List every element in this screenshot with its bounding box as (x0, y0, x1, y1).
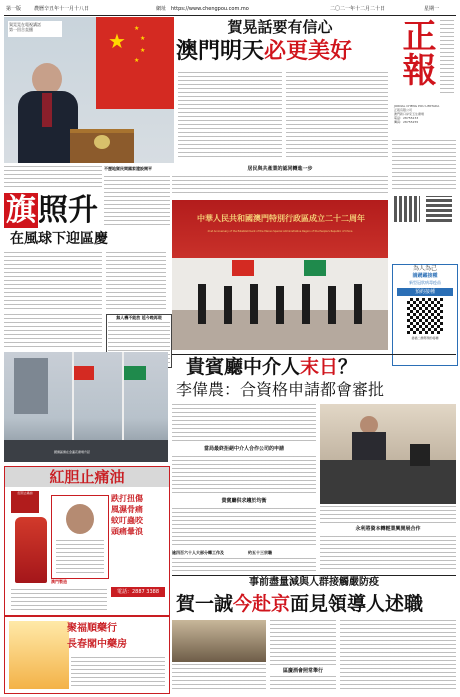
pharmacy-name-1: 聚福順藥行 (67, 623, 117, 634)
masthead (392, 18, 456, 138)
vaccine-line2: 請踴躍接種 (412, 273, 438, 279)
vaccine-scan-text: 掃描二維碼預約接種 (411, 336, 439, 340)
press-caption-text (320, 506, 456, 524)
gamble-box2: 貴賓廳供求趨於均衡 (221, 498, 267, 504)
med-shop-line: 澳門製造 (51, 579, 67, 584)
flag-star-icon: ★ (134, 57, 140, 64)
top-headline-b: 必更美好 (264, 39, 353, 64)
website[interactable]: https://www.chengpou.com.mo (171, 6, 249, 12)
qr-strip (392, 194, 456, 224)
medicine-ad (4, 466, 170, 616)
flag-headline-a: 旗 (6, 193, 36, 228)
left-intro-text (4, 166, 102, 190)
flag-text-c (4, 314, 102, 350)
official-figure (198, 284, 206, 324)
masthead-fax: 傳真：28755255 (394, 120, 419, 124)
vaccine-line3: 新型冠狀病毒疫苗 (409, 280, 441, 285)
gamble-headline-b: 末日 (300, 356, 339, 378)
header-strip (6, 4, 456, 14)
camera-icon (410, 444, 430, 466)
page-label: 第一版 (6, 6, 22, 12)
flag-text-b (106, 252, 166, 312)
gamble-right-text (320, 536, 456, 572)
bottom-photo (172, 620, 266, 662)
flag-raising-photo (4, 352, 168, 462)
official-figure (250, 284, 258, 324)
med-bottle-small: 紅胆止痛油 (11, 491, 39, 513)
gamble-headline (186, 356, 456, 378)
gamble-subhead: 李偉農：合資格申請都會審批 (176, 380, 385, 399)
flag-star-icon: ★ (108, 29, 126, 53)
pharmacy-name-2: 長春閣中藥房 (67, 639, 127, 650)
masthead-org: 正報有限公司 (394, 108, 413, 112)
masthead-info-block (392, 140, 456, 190)
flag-star-icon: ★ (134, 25, 140, 32)
press-photo (320, 404, 456, 504)
bottom-text-a (172, 664, 266, 692)
top-story-text-a (178, 72, 282, 160)
bottom-headline-b: 今赴京 (233, 593, 291, 615)
qr-code-icon[interactable] (426, 196, 452, 222)
official-figure (354, 284, 362, 324)
top-headline (176, 38, 388, 66)
gamble-text-d (172, 558, 316, 572)
gamble-headline-c: ？ (338, 356, 358, 378)
official-figure (302, 284, 310, 324)
flag-photo-caption: 國旗區旗在金蓮花廣場升起 (54, 450, 91, 454)
bottom-text-c (270, 676, 336, 692)
masthead-addr: 澳門新口岸宋玉生廣場 (394, 112, 425, 116)
caption-left-a: 賀晃晃在電視講話 (9, 22, 41, 27)
vaccine-line1: 為人為己 (412, 265, 437, 272)
med-benefit-3: 蚊叮蟲咬 (111, 516, 143, 525)
gamble-box3: 逾四百六十人大部分轉工作及 (172, 550, 224, 555)
bottom-headline (176, 592, 456, 616)
ceremony-photo (172, 200, 388, 350)
med-benefit-1: 跌打扭傷 (111, 494, 143, 503)
drone-box-title: 無人機不能放 延今晚再現 (116, 315, 162, 320)
med-phone[interactable]: 電話：2887 3388 (111, 587, 165, 597)
gamble-box4: 約五十三宗職 (248, 550, 272, 555)
top-headline-a: 澳門明天 (176, 39, 265, 64)
masthead-reg: JORNAL CHENG POU LIMITADA (394, 104, 440, 108)
emblem-icon (94, 135, 110, 149)
masthead-blurb (440, 20, 454, 96)
med-ad-title: 紅胆止痛油 (5, 467, 169, 487)
lunar-date: 農曆辛丑年十一月十八日 (34, 6, 90, 12)
official-figure (276, 286, 284, 324)
gamble-text-b (172, 456, 316, 494)
speech-photo (4, 17, 174, 163)
pharmacy-logo (9, 621, 69, 689)
bottom-box: 區慶酒會照常舉行 (282, 668, 323, 674)
weekday: 星期一 (424, 6, 440, 12)
national-flag (96, 17, 174, 109)
building-left (14, 358, 48, 414)
flag-headline-b: 照升 (38, 193, 98, 228)
vaccine-ad (392, 264, 458, 366)
flag-text-a (4, 252, 102, 312)
flag-subhead: 在風球下迎區慶 (10, 231, 108, 247)
gamble-text-c (172, 508, 316, 548)
stage-flag-mo (304, 260, 326, 276)
bottom-headline-c: 面見領導人述職 (290, 593, 424, 615)
official-figure (328, 286, 336, 324)
med-bottle (15, 517, 47, 583)
vaccine-booking[interactable]: 預約接種 (397, 288, 453, 296)
issue-date: 二〇二一年十二月二十日 (330, 6, 386, 12)
caption-left-b: 第一回合直播 (9, 27, 33, 32)
flag-star-icon: ★ (140, 47, 146, 54)
masthead-logo: 正報 (396, 18, 436, 86)
qr-code-icon[interactable] (407, 298, 443, 334)
section-rule (172, 575, 456, 576)
gamble-headline-a: 貴賓廳中介人 (186, 356, 301, 378)
med-box (51, 495, 109, 579)
website-prefix: 網址 (156, 6, 167, 12)
bottom-headline-a: 賀一誠 (176, 593, 234, 615)
top-subhead: 賀晃話要有信心 (227, 18, 333, 36)
gamble-text-a (172, 404, 316, 442)
macao-flag-small (124, 366, 146, 380)
med-benefits (111, 493, 165, 537)
official-figure (224, 286, 232, 324)
ceremony-banner-cn: 中華人民共和國澳門特別行政區成立二十二周年 (197, 214, 365, 223)
side-text-1 (104, 176, 170, 228)
med-benefit-2: 風濕骨痛 (111, 505, 143, 514)
founder-portrait (66, 504, 94, 534)
gamble-right-caption: 永利將資本轉輕業興開展合作 (355, 526, 421, 532)
side-text-2 (172, 176, 388, 196)
masthead-tel: 電話：28755233 (394, 116, 419, 120)
pharmacy-details (71, 657, 165, 689)
bottom-kicker: 事前盡量減與人群接觸嚴防疫 (249, 577, 379, 588)
med-benefit-4: 頭痛暈浪 (111, 527, 143, 536)
national-flag-small (74, 366, 94, 380)
speaker-tie (42, 93, 52, 127)
bottom-text-d (340, 620, 456, 692)
press-crowd (320, 460, 456, 504)
ceremony-banner-en: 21st Anniversary of the Establishment of the Macao Special Administrative Region of the People's Republic of China (207, 230, 353, 233)
stage-flag-cn (232, 260, 254, 276)
gamble-box1: 當局最終拒絕中介人合作公司的申請 (203, 446, 284, 452)
pharmacy-ad (4, 616, 170, 694)
side-head-1: 不歷地獄民間國家建設開平 (104, 166, 152, 171)
top-story-text-b (286, 72, 388, 160)
side-head-2: 居民與共產業的認同轉進一步 (247, 166, 313, 172)
bottom-text-b (270, 620, 336, 666)
header-rule (4, 15, 456, 16)
flag-star-icon: ★ (140, 35, 146, 42)
ceremony-backdrop (172, 200, 388, 258)
section-rule (172, 354, 456, 355)
med-small-print (11, 589, 107, 611)
qr-code-icon[interactable] (394, 196, 420, 222)
